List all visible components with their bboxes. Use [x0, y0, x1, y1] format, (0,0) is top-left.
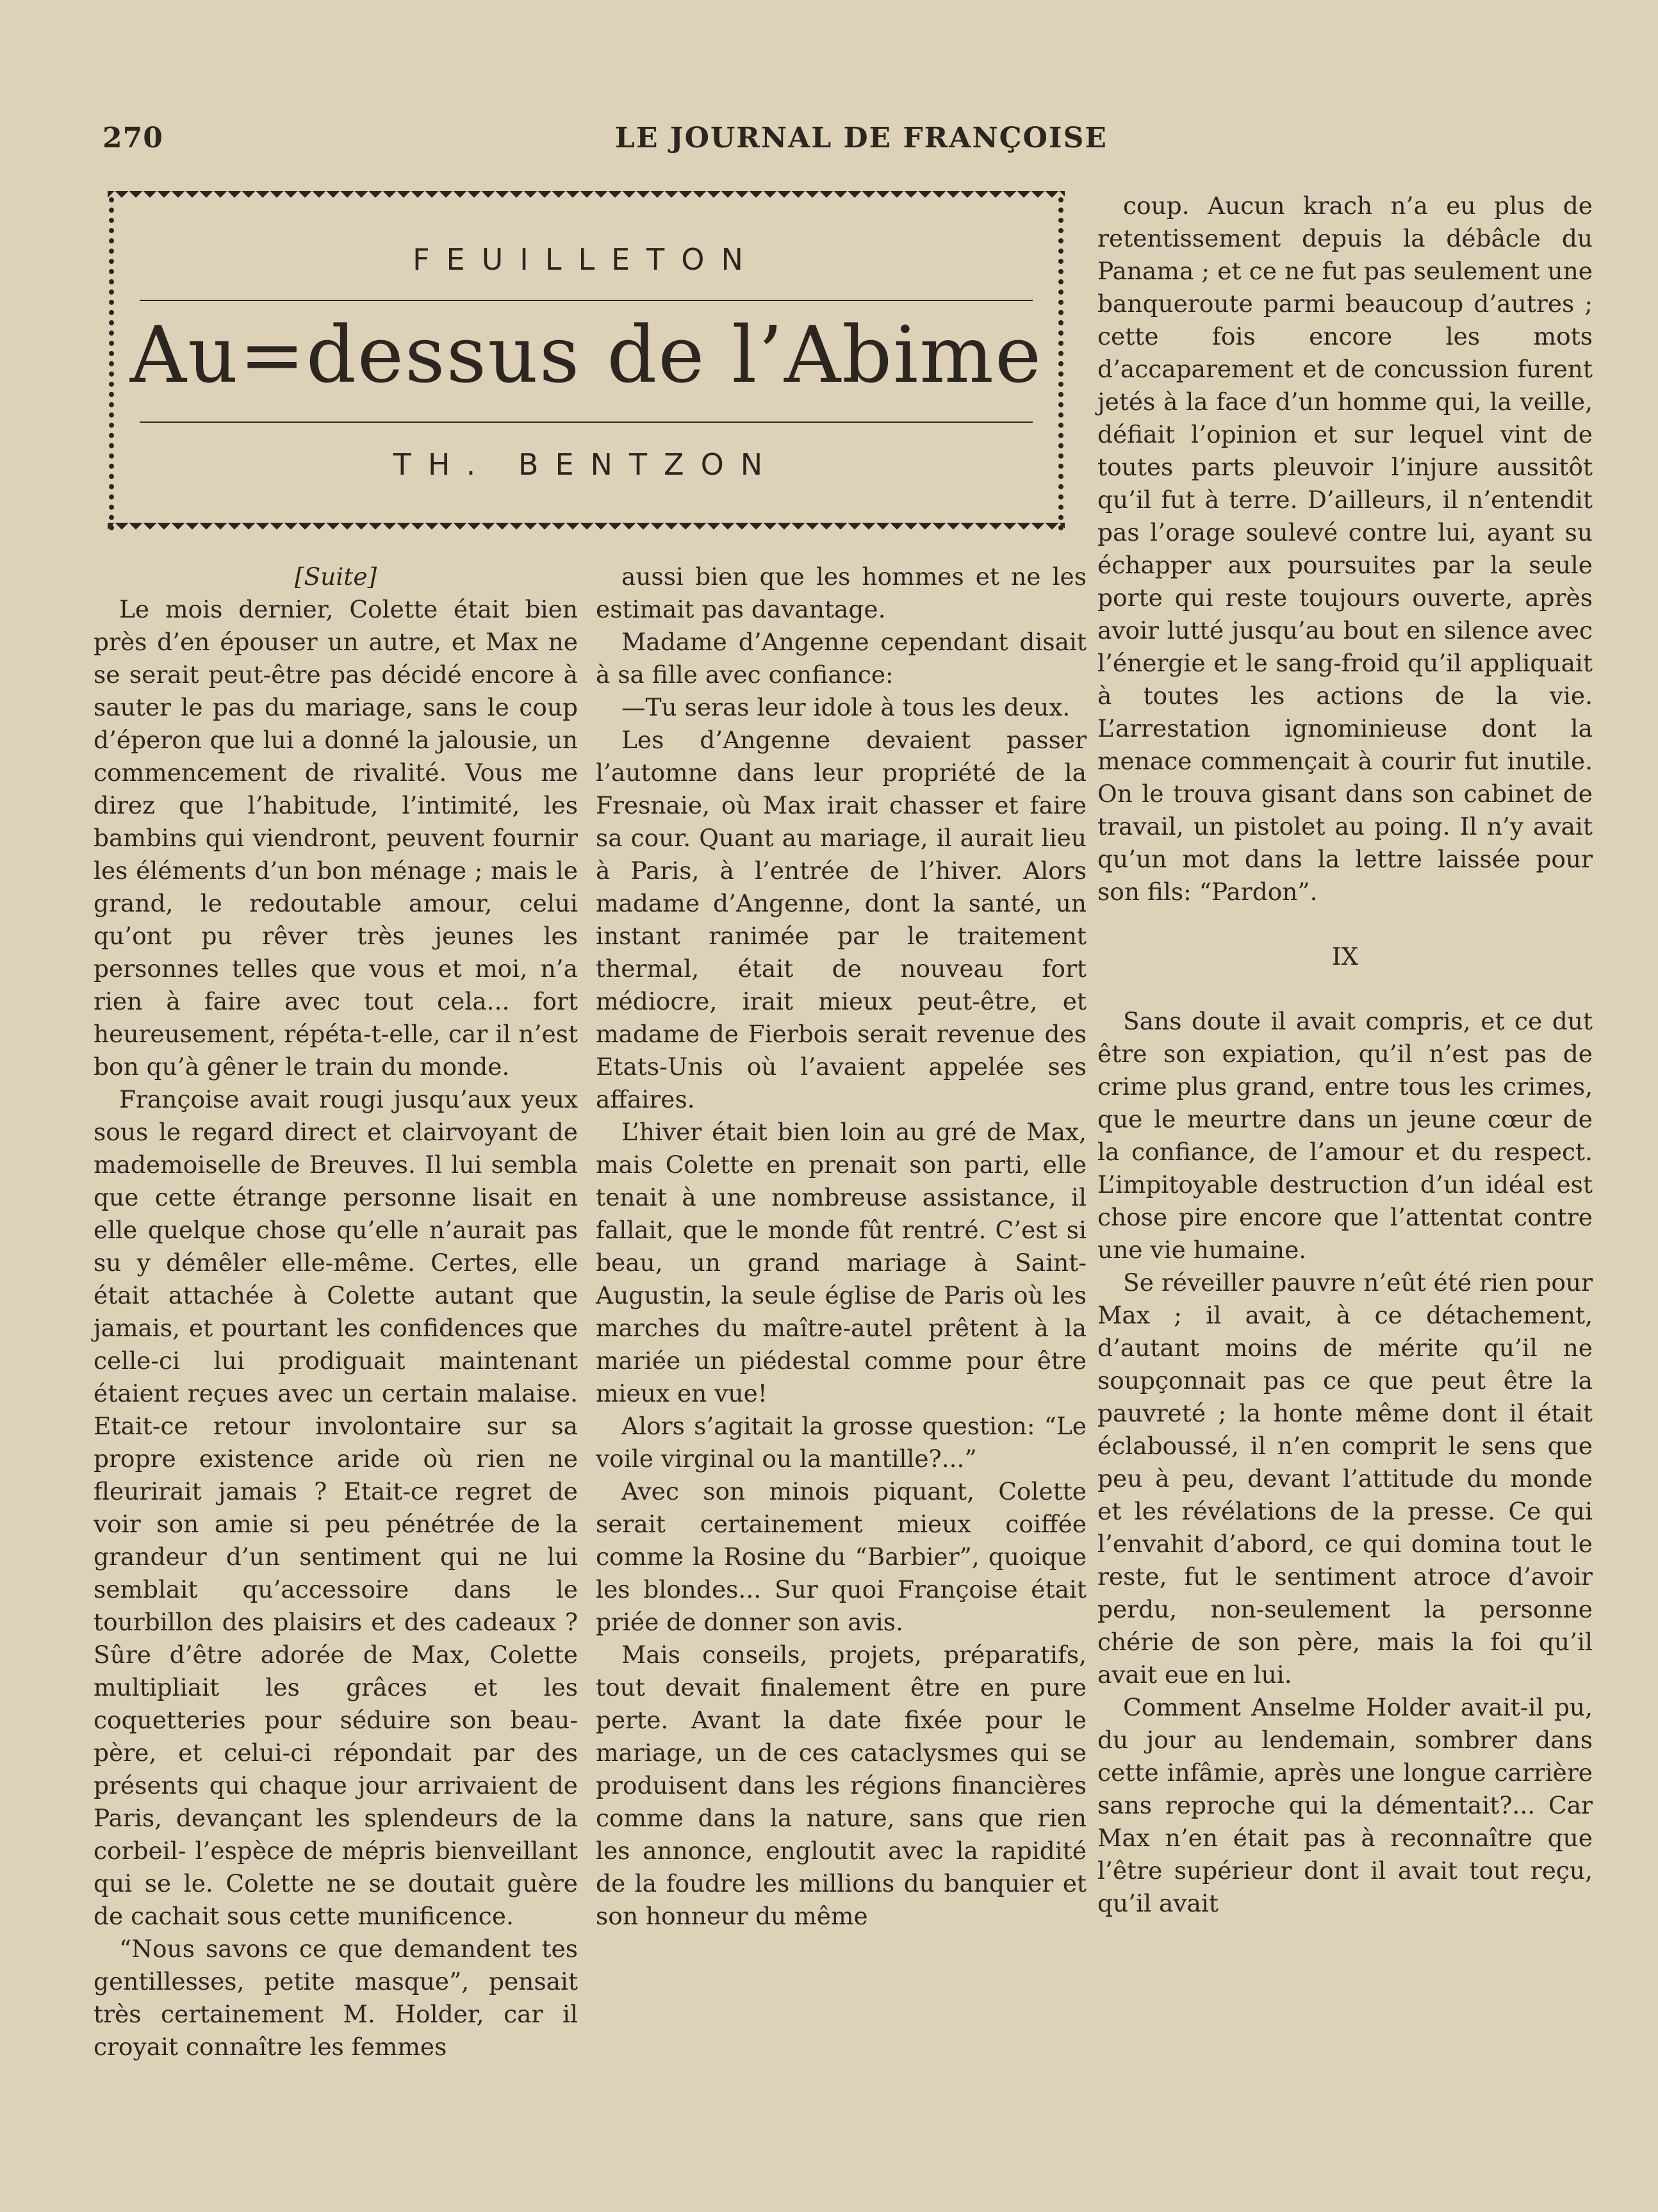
divider-rule [140, 422, 1033, 423]
paragraph: Alors s’agitait la grosse question: “Le voile virginal ou la mantille?...” [596, 1412, 1087, 1473]
paragraph: Madame d’Angenne cependant disait à sa fille avec confiance: [596, 628, 1087, 689]
text-column-3 [1097, 190, 1593, 1920]
paragraph: Les d’Angenne devaient passer l’automne dans leur propriété de la Fresnaie, où Max irait chasser et faire sa cour. Quant au mariage, il aurait lieu à Paris, à l’entrée de l’hiver. Alors madame d’Angenne, dont la santé, un instant ranimée par le traitement thermal, était de nouveau fort médiocre, irait mieux peut-être, et madame de Fierbois serait revenue des Etats-Unis où l’avaient appelée ses affaires. [596, 726, 1087, 1113]
text-column-2 [596, 561, 1087, 1933]
continued-label: [Suite] [294, 562, 377, 591]
paragraph: Se réveiller pauvre n’eût été rien pour Max ; il avait, à ce détachement, d’autant moins de mérite qu’il ne soupçonnait pas ce que peut être la pauvreté ; la honte même dont il était éclaboussé, il n’en comprit le sens que peu à peu, devant l’attitude du monde et les révélations de la presse. Ce qui l’envahit d’abord, ce qui domina tout le reste, fut le sentiment atroce d’avoir perdu, non-seulement la personne chérie de son père, mais la foi qu’il avait eue en lui. [1097, 1268, 1593, 1689]
paragraph: L’hiver était bien loin au gré de Max, mais Colette en prenait son parti, elle tenait à une nombreuse assistance, il fallait, que le monde fût rentré. C’est si beau, un grand mariage à Saint-Augustin, la seule église de Paris où les marches du maître-autel prêtent à la mariée un piédestal comme pour être mieux en vue! [596, 1118, 1087, 1407]
author-byline: TH. BENTZON [393, 447, 780, 482]
ornamental-border-bottom [108, 523, 1065, 537]
ornamental-border-top [108, 191, 1065, 205]
paragraph: aussi bien que les hommes et ne les estimait pas davantage. [596, 562, 1087, 623]
page-number: 270 [103, 122, 163, 154]
paragraph: coup. Aucun krach n’a eu plus de retentissement depuis la débâcle du Panama ; et ce ne fut pas seulement une banqueroute parmi beaucoup d’autres ; cette fois encore les mots d’accaparement et de concussion furent jetés à la face d’un homme qui, la veille, défiait l’opinion et sur lequel vint de toutes parts pleuvoir l’injure aussitôt qu’il fut à terre. D’ailleurs, il n’entendit pas l’orage soulevé contre lui, ayant su échapper aux poursuites par la seule porte qui reste toujours ouverte, après avoir lutté jusqu’au bout en silence avec l’énergie et le sang-froid qu’il appliquait à toutes les actions de la vie. L’arrestation ignominieuse dont la menace commençait à courir fut inutile. On le trouva gisant dans son cabinet de travail, un pistolet au poing. Il n’y avait qu’un mot dans la lettre laissée pour son fils: “Pardon”. [1097, 192, 1593, 906]
paragraph: Françoise avait rougi jusqu’aux yeux sous le regard direct et clairvoyant de mademoiselle de Breuves. Il lui sembla que cette étrange personne lisait en elle quelque chose qu’elle n’aurait pas su y démêler elle-même. Certes, elle était attachée à Colette autant que jamais, et pourtant les confidences que celle-ci lui prodiguait maintenant étaient reçues avec un certain malaise. Etait-ce retour involontaire sur sa propre existence aride où rien ne fleurirait jamais ? Etait-ce regret de voir son amie si peu pénétrée de la grandeur d’un sentiment qui ne lui semblait qu’accessoire dans le tourbillon des plaisirs et des cadeaux ? Sûre d’être adorée de Max, Colette multipliait les grâces et les coquetteries pour séduire son beau-père, et celui-ci répondait par des présents qui chaque jour arrivaient de Paris, devançant les splendeurs de la corbeil- l’espèce de mépris bienveillant qui se le. Colette ne se doutait guère de cachait sous cette munificence. [94, 1085, 578, 1930]
section-kicker: FEUILLETON [413, 242, 760, 277]
paragraph: Sans doute il avait compris, et ce dut être son expiation, qu’il n’est pas de crime plus grand, entre tous les crimes, que le meurtre dans un jeune cœur de la confiance, de l’amour et du respect. L’impitoyable destruction d’un idéal est chose pire encore que l’attentat contre une vie humaine. [1097, 1007, 1593, 1264]
paragraph: Le mois dernier, Colette était bien près d’en épouser un autre, et Max ne se serait peut-être pas décidé encore à sauter le pas du mariage, sans le coup d’éperon que lui a donné la jalousie, un commencement de rivalité. Vous me direz que l’habitude, l’intimité, les bambins qui viendront, peuvent fournir les éléments d’un bon ménage ; mais le grand, le redoutable amour, celui qu’ont pu rêver très jeunes les personnes telles que vous et moi, n’a rien à faire avec tout cela... fort heureusement, répéta-t-elle, car il n’est bon qu’à gêner le train du monde. [94, 595, 578, 1081]
text-column-1 [94, 561, 578, 2063]
paragraph: “Nous savons ce que demandent tes gentillesses, petite masque”, pensait très certainement M. Holder, car il croyait connaître les femmes [94, 1935, 578, 2061]
story-title: Au=dessus de l’Abime [129, 309, 1043, 400]
chapter-heading: IX [1331, 942, 1359, 971]
paragraph: Avec son minois piquant, Colette serait certainement mieux coiffée comme la Rosine du “Barbier”, quoique les blondes... Sur quoi Françoise était priée de donner son avis. [596, 1477, 1087, 1636]
paragraph: —Tu seras leur idole à tous les deux. [621, 693, 1071, 721]
journal-title: LE JOURNAL DE FRANÇOISE [615, 122, 1108, 154]
paragraph: Comment Anselme Holder avait-il pu, du jour au lendemain, sombrer dans cette infâmie, après une longue carrière sans reproche qui la démentait?... Car Max n’en était pas à reconnaître que l’être supérieur dont il avait tout reçu, qu’il avait [1097, 1693, 1593, 1917]
divider-rule [140, 300, 1033, 301]
feuilleton-title-box [109, 197, 1063, 530]
paragraph: Mais conseils, projets, préparatifs, tout devait finalement être en pure perte. Avant la date fixée pour le mariage, un de ces cataclysmes qui se produisent dans les régions financières comme dans la nature, sans que rien les annonce, engloutit avec la rapidité de la foudre les millions du banquier et son honneur du même [596, 1641, 1087, 1930]
